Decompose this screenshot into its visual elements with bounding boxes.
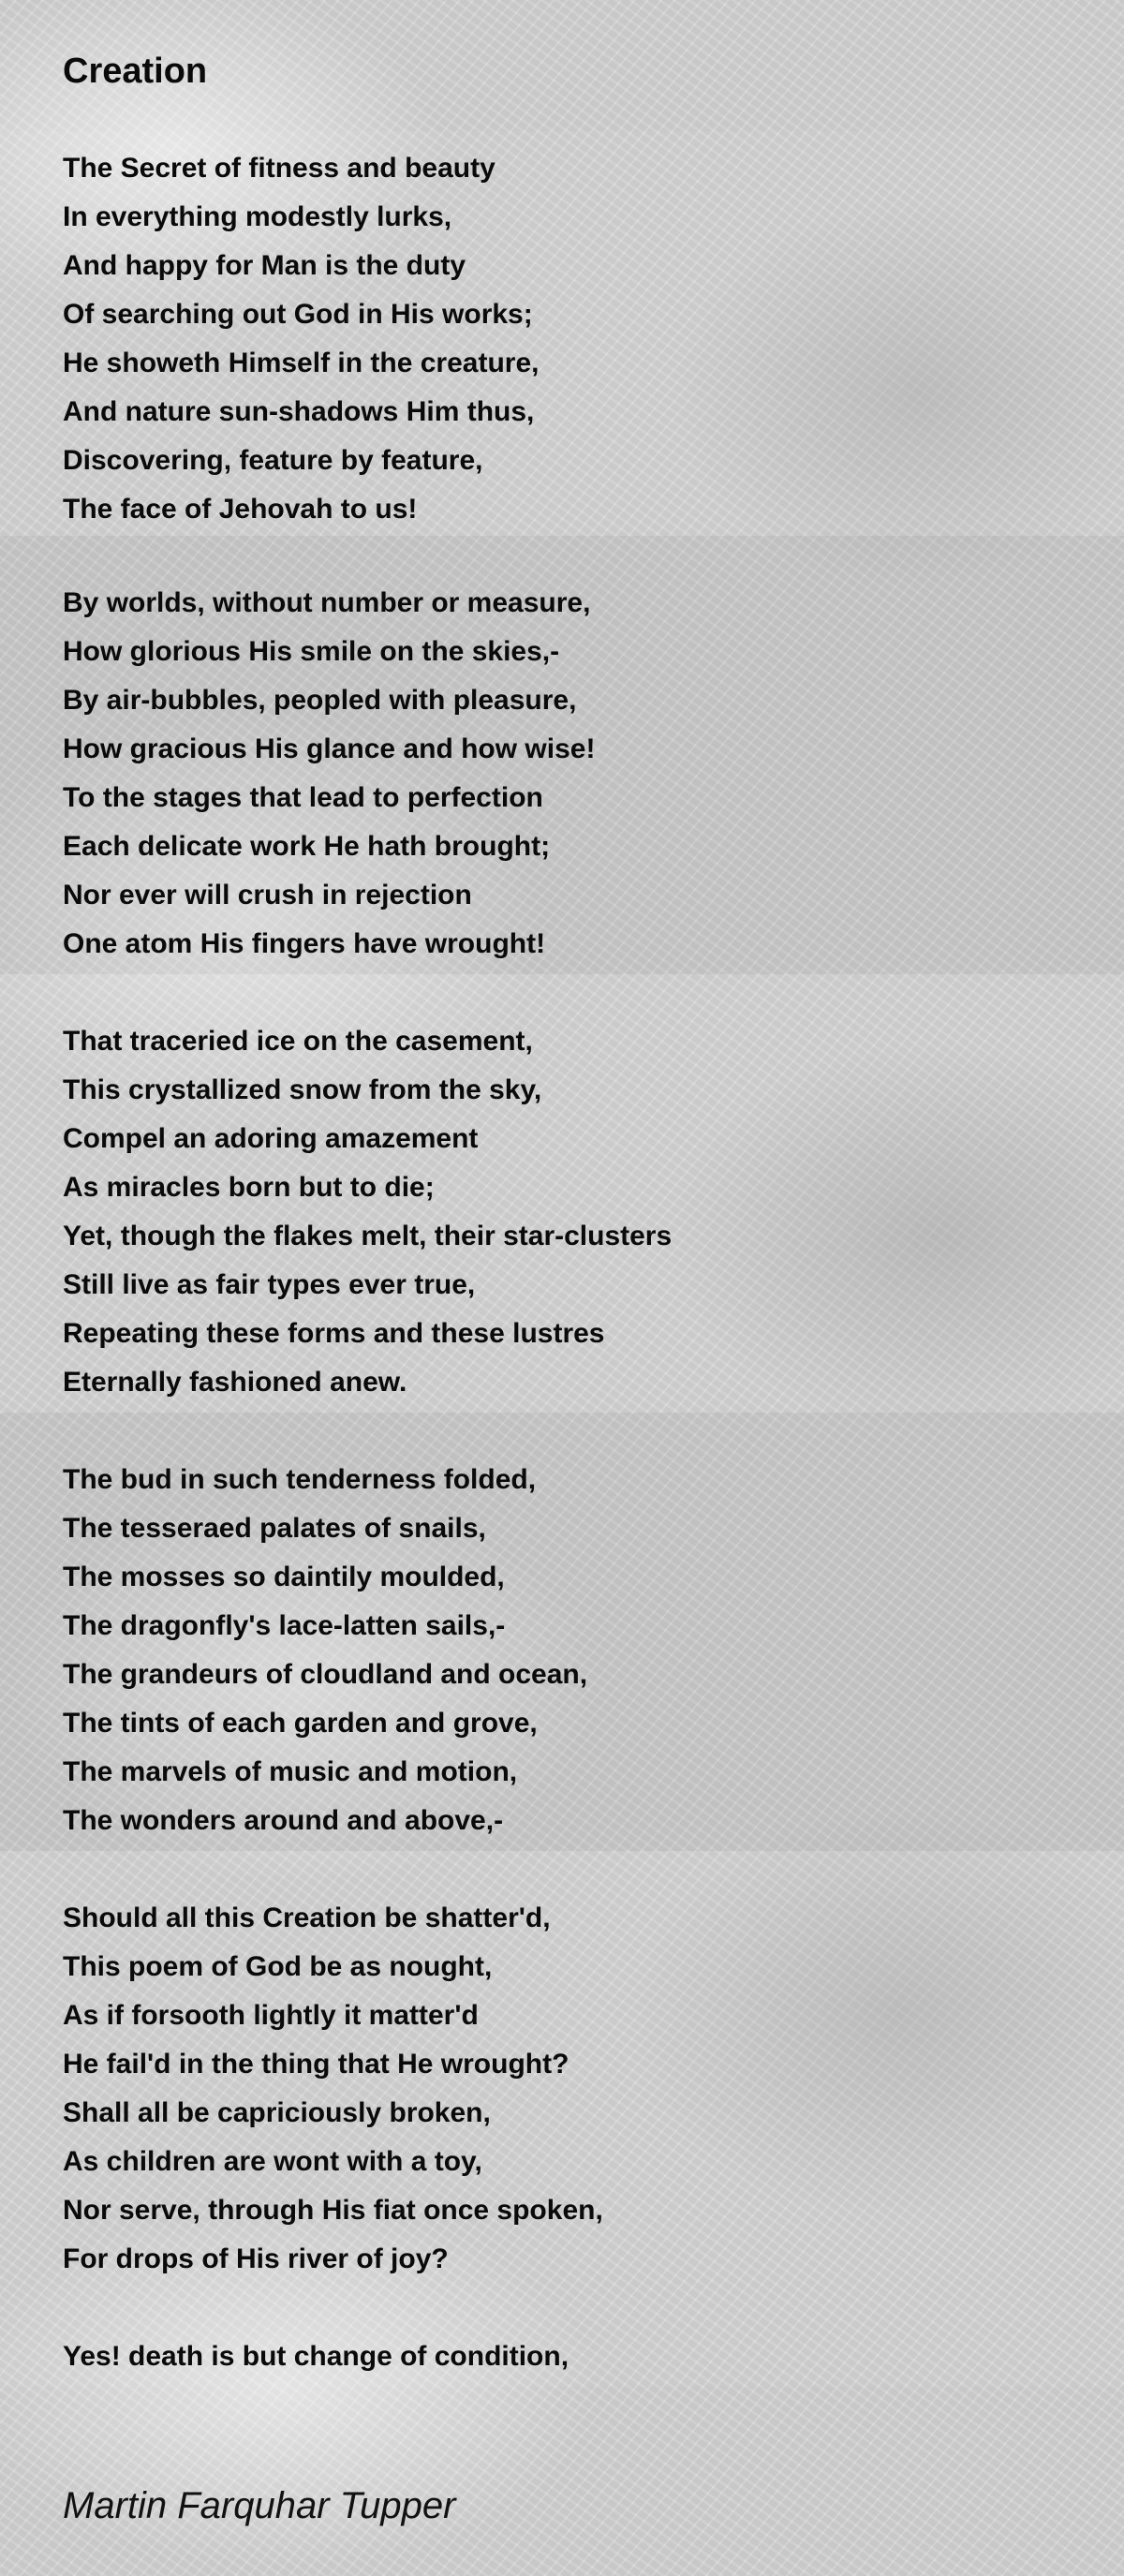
stanza-4	[0, 1413, 1124, 1851]
poem-line: Shall all be capriciously broken,	[63, 2097, 491, 2128]
poem-line: To the stages that lead to perfection	[63, 782, 543, 813]
poem-line: In everything modestly lurks,	[63, 201, 452, 232]
poem-line: One atom His fingers have wrought!	[63, 928, 546, 959]
poem-line: As miracles born but to die;	[63, 1172, 435, 1203]
poem-line: Repeating these forms and these lustres	[63, 1318, 605, 1349]
poem-line: Nor ever will crush in rejection	[63, 880, 472, 910]
poem-line: Yet, though the flakes melt, their star-clusters	[63, 1221, 673, 1251]
poem-line: As if forsooth lightly it matter'd	[63, 2000, 479, 2031]
poem-line: The mosses so daintily moulded,	[63, 1562, 505, 1592]
poem-line: By worlds, without number or measure,	[63, 587, 591, 618]
poem-line: Eternally fashioned anew.	[63, 1367, 407, 1398]
poem-author: Martin Farquhar Tupper	[63, 2485, 456, 2526]
poem-line: The Secret of fitness and beauty	[63, 153, 495, 184]
poem-line: And nature sun-shadows Him thus,	[63, 396, 535, 427]
poem-line: Still live as fair types ever true,	[63, 1269, 476, 1300]
poem-line: Each delicate work He hath brought;	[63, 831, 551, 862]
poem-line: Of searching out God in His works;	[63, 299, 533, 330]
poem-line: The wonders around and above,-	[63, 1805, 504, 1836]
poem-line: Nor serve, through His fiat once spoken,	[63, 2195, 603, 2226]
poem-line: How glorious His smile on the skies,-	[63, 636, 560, 667]
poem-line: The face of Jehovah to us!	[63, 494, 418, 525]
stanza-2	[0, 536, 1124, 974]
poem-line: That traceried ice on the casement,	[63, 1026, 533, 1057]
poem-line: He showeth Himself in the creature,	[63, 348, 540, 378]
poem-line: This crystallized snow from the sky,	[63, 1074, 542, 1105]
stanza-3	[0, 974, 1124, 1413]
poem-line: The bud in such tenderness folded,	[63, 1464, 537, 1495]
poem-line: The grandeurs of cloudland and ocean,	[63, 1659, 588, 1690]
poem-line: He fail'd in the thing that He wrought?	[63, 2049, 569, 2080]
poem-line: The marvels of music and motion,	[63, 1756, 518, 1787]
poem-line: As children are wont with a toy,	[63, 2146, 482, 2177]
poem-line: By air-bubbles, peopled with pleasure,	[63, 685, 577, 716]
stanza-1	[0, 131, 1124, 536]
poem-title: Creation	[63, 52, 208, 91]
poem-line: Yes! death is but change of condition,	[63, 2341, 569, 2372]
poem-line: Discovering, feature by feature,	[63, 445, 483, 476]
poem-line: Compel an adoring amazement	[63, 1123, 479, 1154]
poem-line: For drops of His river of joy?	[63, 2243, 449, 2274]
poem-line: The tints of each garden and grove,	[63, 1708, 538, 1739]
poem-line: The dragonfly's lace-latten sails,-	[63, 1610, 506, 1641]
poem-line: Should all this Creation be shatter'd,	[63, 1902, 551, 1933]
stanza-5	[0, 1851, 1124, 2387]
poem-line: How gracious His glance and how wise!	[63, 733, 596, 764]
poem-line: The tesseraed palates of snails,	[63, 1513, 486, 1544]
poem-line: This poem of God be as nought,	[63, 1951, 493, 1982]
poem-line: And happy for Man is the duty	[63, 250, 466, 281]
